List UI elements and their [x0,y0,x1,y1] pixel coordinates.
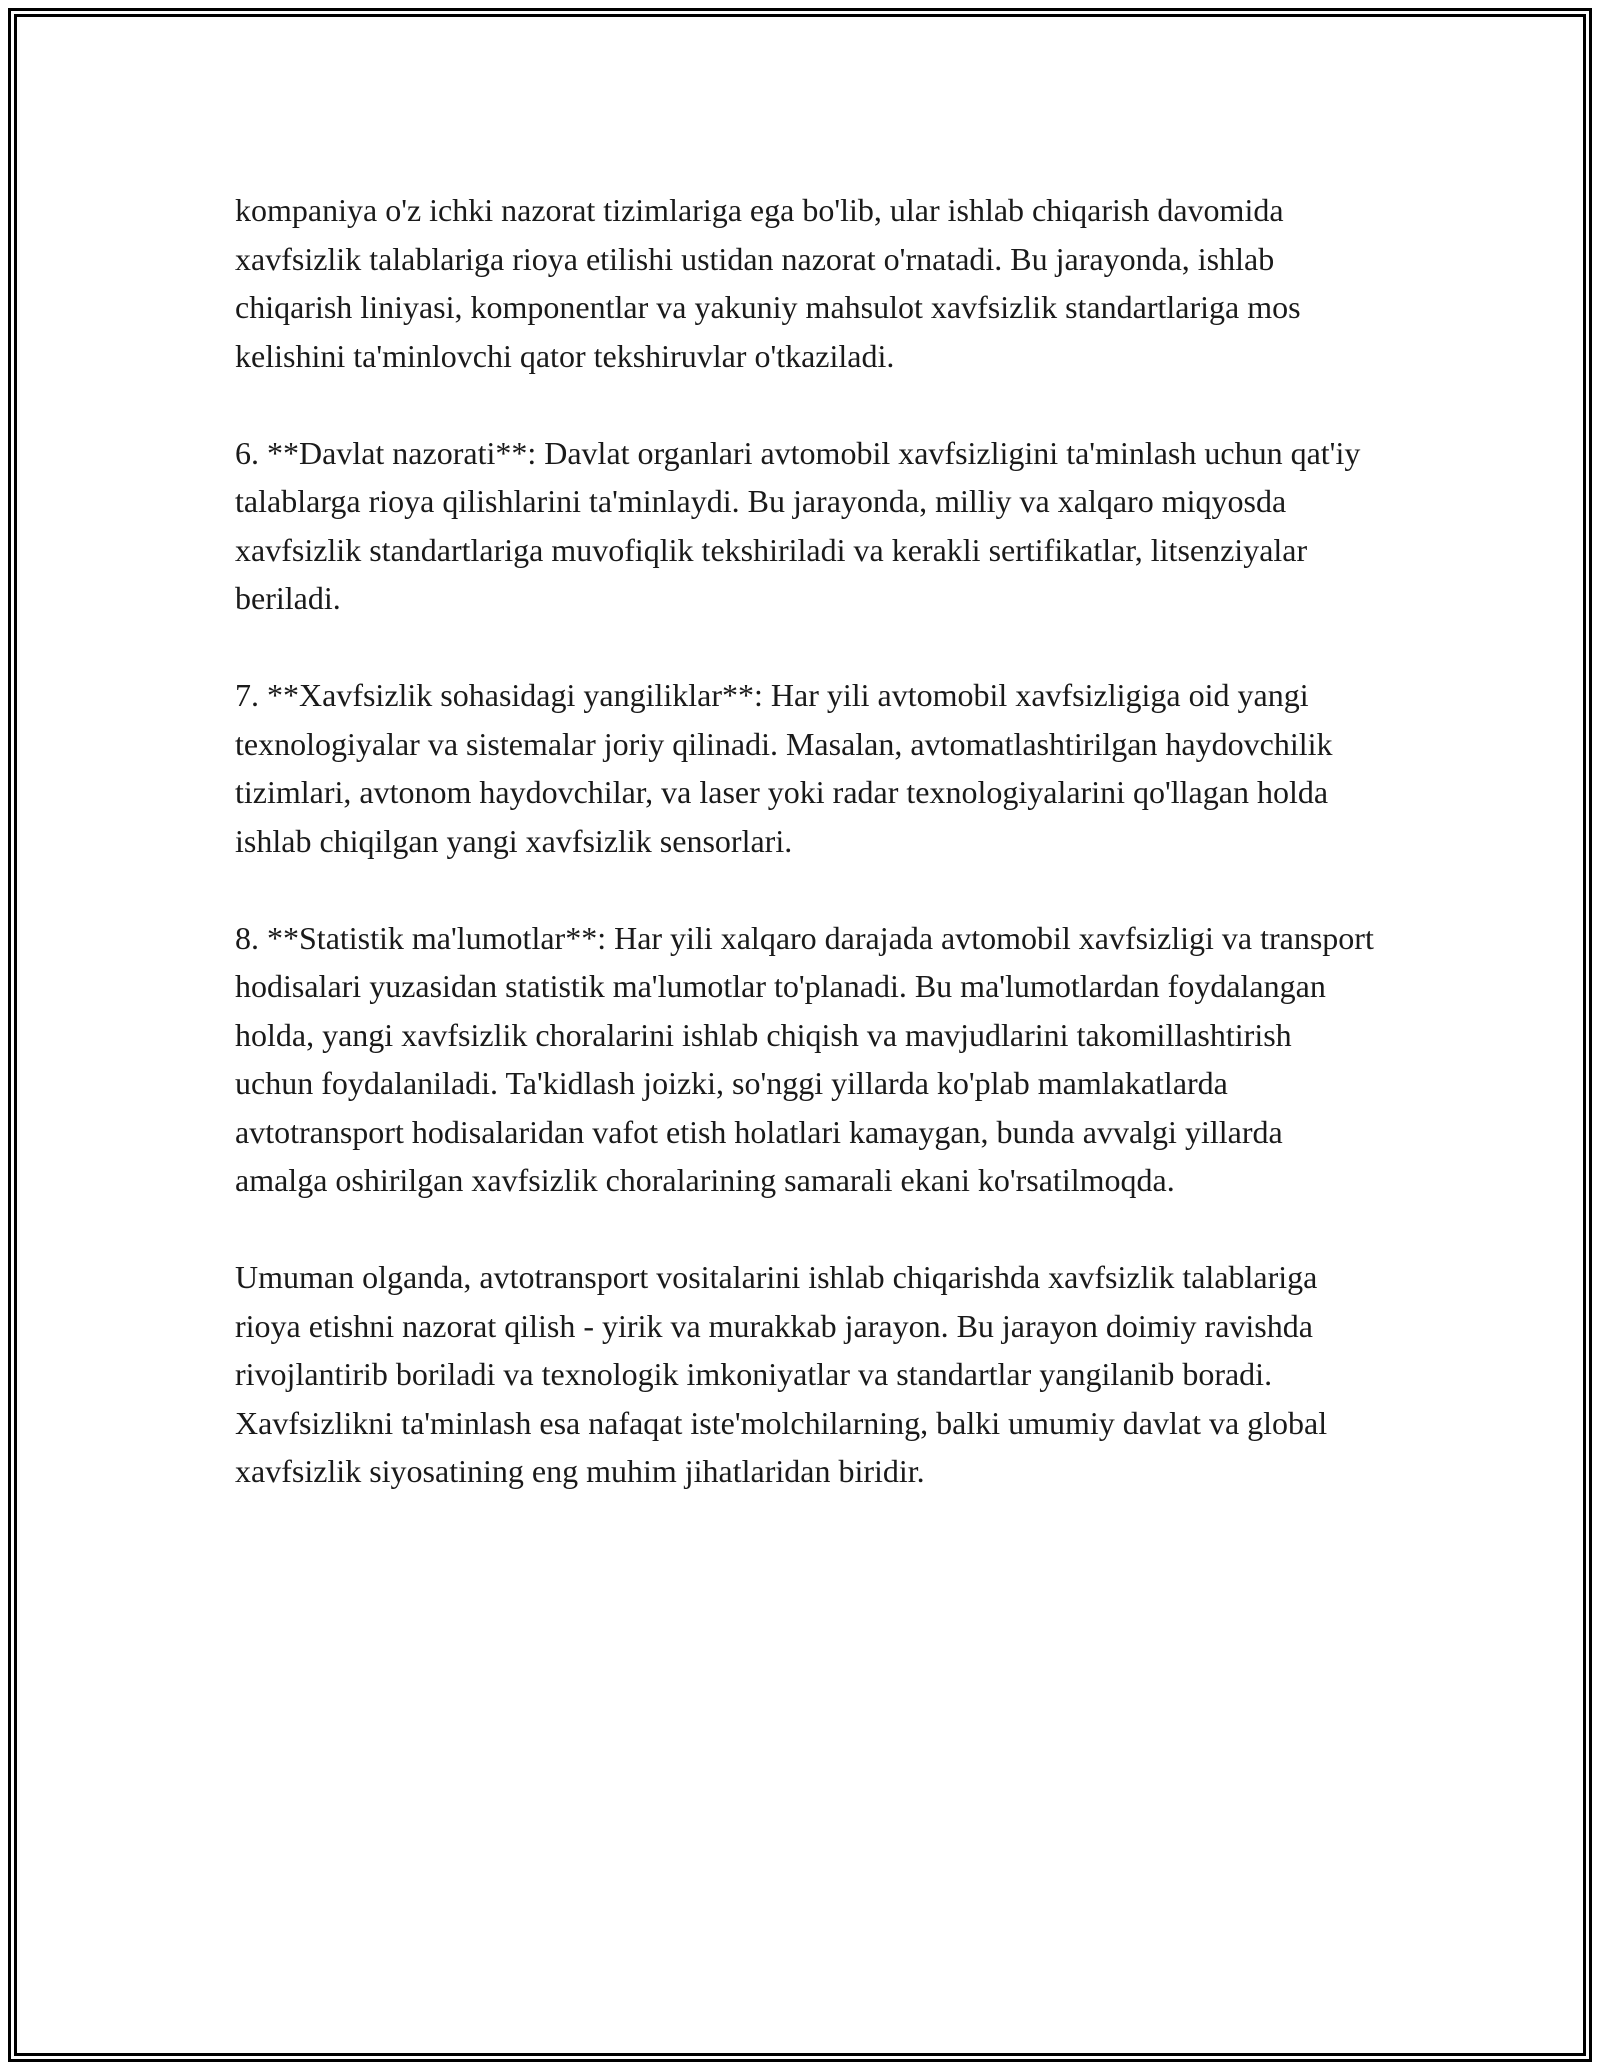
document-body [235,186,1375,1496]
paragraph-intro-continuation: kompaniya o'z ichki nazorat tizimlariga ega bo'lib, ular ishlab chiqarish davomida xavfsizlik talablariga rioya etilishi ustidan nazorat o'rnatadi. Bu jarayonda, ishlab chiqarish liniyasi, komponentlar va yakuniy mahsulot xavfsizlik standartlariga mos kelishini ta'minlovchi qator tekshiruvlar o'tkaziladi. [235,192,1301,374]
paragraph-item-7-safety-news: 7. **Xavfsizlik sohasidagi yangiliklar**: Har yili avtomobil xavfsizligiga oid yangi texnologiyalar va sistemalar joriy qilinadi. Masalan, avtomatlashtirilgan haydovchilik tizimlari, avtonom haydovchilar, va laser yoki radar texnologiyalarini qo'llagan holda ishlab chiqilgan yangi xavfsizlik sensorlari. [235,677,1333,859]
paragraph-conclusion: Umuman olganda, avtotransport vositalarini ishlab chiqarishda xavfsizlik talablariga rioya etishni nazorat qilish - yirik va murakkab jarayon. Bu jarayon doimiy ravishda rivojlantirib boriladi va texnologik imkoniyatlar va standartlar yangilanib boradi. Xavfsizlikni ta'minlash esa nafaqat iste'molchilarning, balki umumiy davlat va global xavfsizlik siyosatining eng muhim jihatlaridan biridir. [235,1259,1328,1489]
paragraph-item-6-state-control: 6. **Davlat nazorati**: Davlat organlari avtomobil xavfsizligini ta'minlash uchun qat'iy talablarga rioya qilishlarini ta'minlaydi. Bu jarayonda, milliy va xalqaro miqyosda xavfsizlik standartlariga muvofiqlik tekshiriladi va kerakli sertifikatlar, litsenziyalar beriladi. [235,434,1361,616]
paragraph-item-8-statistics: 8. **Statistik ma'lumotlar**: Har yili xalqaro darajada avtomobil xavfsizligi va transport hodisalari yuzasidan statistik ma'lumotlar to'planadi. Bu ma'lumotlardan foydalangan holda, yangi xavfsizlik choralarini ishlab chiqish va mavjudlarini takomillashtirish uchun foydalaniladi. Ta'kidlash joizki, so'nggi yillarda ko'plab mamlakatlarda avtotransport hodisalaridan vafot etish holatlari kamaygan, bunda avvalgi yillarda amalga oshirilgan xavfsizlik choralarining samarali ekani ko'rsatilmoqda. [235,919,1374,1198]
